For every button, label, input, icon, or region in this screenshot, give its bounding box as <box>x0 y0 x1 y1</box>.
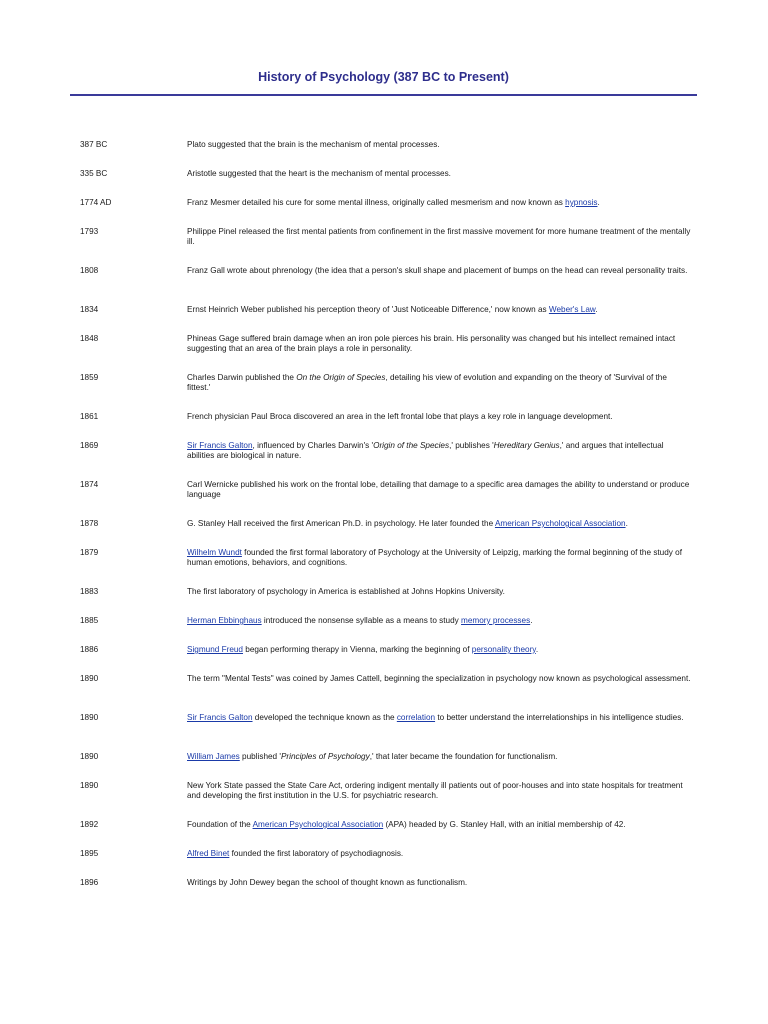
entry-text: . <box>530 616 533 625</box>
entry-year: 1895 <box>80 849 99 858</box>
entry-year: 1878 <box>80 519 99 528</box>
entry-description <box>187 645 692 655</box>
entry-text: The term "Mental Tests" was coined by James Cattell, beginning the specialization in psychology now known as psychological assessment. <box>187 674 691 683</box>
entry-text: Foundation of the <box>187 820 253 829</box>
entry-link[interactable]: American Psychological Association <box>252 820 384 829</box>
entry-description <box>187 334 692 355</box>
entry-text: to better understand the interrelationships in his intelligence studies. <box>435 713 684 722</box>
entry-year: 1859 <box>80 373 99 382</box>
entry-text: Franz Mesmer detailed his cure for some mental illness, originally called mesmerism and now known as <box>187 198 566 207</box>
entry-text: published ' <box>239 752 281 761</box>
entry-text: founded the first formal laboratory of Psychology at the University of Leipzig, marking the formal beginning of the study of human emotions, behaviors, and cognitions. <box>187 548 682 568</box>
entry-italic-text: Hereditary Genius <box>493 441 560 450</box>
entry-italic-text: Principles of Psychology <box>280 752 370 761</box>
entry-link[interactable]: Weber's Law <box>548 305 596 314</box>
entry-year: 1774 AD <box>80 198 112 207</box>
entry-year: 1890 <box>80 674 99 683</box>
page-title: History of Psychology (387 BC to Present) <box>258 70 509 84</box>
entry-description <box>187 781 692 802</box>
entry-text: Carl Wernicke published his work on the frontal lobe, detailing that damage to a specific area damages the ability to understand or produce language <box>187 480 690 500</box>
entry-text: Aristotle suggested that the heart is the mechanism of mental processes. <box>187 169 451 178</box>
entry-description <box>187 480 692 501</box>
entry-text: Plato suggested that the brain is the mechanism of mental processes. <box>187 140 440 149</box>
entry-description <box>187 305 692 315</box>
entry-text: . <box>535 645 539 654</box>
entry-text: ,' that later became the foundation for functionalism. <box>369 752 558 761</box>
entry-description <box>187 752 692 762</box>
entry-text: Ernst Heinrich Weber published his perception theory of 'Just Noticeable Difference,' now known as <box>187 305 549 314</box>
entry-link[interactable]: Sir Francis Galton <box>187 713 253 722</box>
entry-year: 387 BC <box>80 140 108 149</box>
entry-year: 1892 <box>80 820 99 829</box>
entry-description <box>187 713 692 723</box>
entry-link[interactable]: Sigmund Freud <box>187 645 243 654</box>
entry-text: . <box>595 305 598 314</box>
entry-link[interactable]: American Psychological Association <box>494 519 626 528</box>
entry-description <box>187 441 692 462</box>
entry-text: ,' and argues that intellectual abilities are biological in nature. <box>187 441 664 461</box>
entry-description <box>187 587 692 597</box>
entry-link[interactable]: Sir Francis Galton <box>187 441 253 450</box>
entry-description <box>187 140 692 150</box>
entry-text: Writings by John Dewey began the school of thought known as functionalism. <box>187 878 468 887</box>
entry-year: 1834 <box>80 305 99 314</box>
entry-text: ,' publishes ' <box>449 441 494 450</box>
entry-year: 1886 <box>80 645 99 654</box>
entry-text: , influenced by Charles Darwin's ' <box>252 441 374 450</box>
entry-year: 1890 <box>80 752 99 761</box>
entry-text: Phineas Gage suffered brain damage when an iron pole pierces his brain. His personality was changed but his intellect remained intact suggesting that an area of the brain plays a role in personality. <box>187 334 676 354</box>
entry-year: 1848 <box>80 334 99 343</box>
entry-description <box>187 849 692 859</box>
entry-text: developed the technique known as the <box>252 713 397 722</box>
entry-text: French physician Paul Broca discovered an area in the left frontal lobe that plays a key role in language development. <box>187 412 613 421</box>
entry-year: 1890 <box>80 713 99 722</box>
entry-description <box>187 169 692 179</box>
title-divider <box>70 94 697 96</box>
entry-year: 1793 <box>80 227 99 236</box>
entry-year: 1896 <box>80 878 99 887</box>
entry-description <box>187 266 692 276</box>
entry-text: introduced the nonsense syllable as a means to study <box>261 616 462 625</box>
entry-year: 1874 <box>80 480 99 489</box>
entry-year: 1883 <box>80 587 99 596</box>
entry-text: G. Stanley Hall received the first American Ph.D. in psychology. He later founded the <box>187 519 495 528</box>
entry-text: . <box>625 519 628 528</box>
entry-italic-text: Origin of the Species <box>373 441 450 450</box>
entry-description <box>187 227 692 248</box>
entry-year: 1808 <box>80 266 99 275</box>
entry-italic-text: On the Origin of Species <box>296 373 386 382</box>
entry-description <box>187 198 692 208</box>
entry-link[interactable]: correlation <box>396 713 436 722</box>
entry-link[interactable]: William James <box>187 752 240 761</box>
entry-description <box>187 616 692 626</box>
entry-text: Franz Gall wrote about phrenology (the idea that a person's skull shape and placement of bumps on the head can reveal personality traits. <box>187 266 688 275</box>
entry-link[interactable]: personality theory <box>471 645 536 654</box>
entry-description <box>187 412 692 422</box>
entry-description <box>187 373 692 394</box>
entry-link[interactable]: hypnosis <box>565 198 598 207</box>
entry-link[interactable]: memory processes <box>461 616 531 625</box>
entry-text: began performing therapy in Vienna, marking the beginning of <box>242 645 472 654</box>
entry-year: 1861 <box>80 412 99 421</box>
entry-text: , detailing his view of evolution and expanding on the theory of 'Survival of the fittest.' <box>187 373 667 393</box>
entry-year: 1869 <box>80 441 99 450</box>
entry-description <box>187 674 692 684</box>
entry-text: The first laboratory of psychology in America is established at Johns Hopkins University. <box>187 587 505 596</box>
entry-text: Charles Darwin published the <box>187 373 297 382</box>
entry-description <box>187 820 692 830</box>
entry-text: . <box>597 198 600 207</box>
entry-year: 1890 <box>80 781 99 790</box>
entry-description <box>187 548 692 569</box>
entry-description <box>187 878 692 888</box>
entry-year: 1885 <box>80 616 99 625</box>
entry-link[interactable]: Wilhelm Wundt <box>187 548 242 557</box>
entry-text: New York State passed the State Care Act, ordering indigent mentally ill patients out of poor-houses and into state hospitals for treatment and developing the first institution in the U.S. for psychiatric research. <box>187 781 683 801</box>
entry-text: (APA) headed by G. Stanley Hall, with an initial membership of 42. <box>383 820 626 829</box>
entry-description <box>187 519 692 529</box>
entry-text: Philippe Pinel released the first mental patients from confinement in the first massive movement for more humane treatment of the mentally ill. <box>187 227 691 247</box>
entry-year: 335 BC <box>80 169 108 178</box>
entry-link[interactable]: Herman Ebbinghaus <box>187 616 262 625</box>
entry-text: founded the first laboratory of psychodiagnosis. <box>229 849 404 858</box>
entry-year: 1879 <box>80 548 99 557</box>
entry-link[interactable]: Alfred Binet <box>187 849 230 858</box>
